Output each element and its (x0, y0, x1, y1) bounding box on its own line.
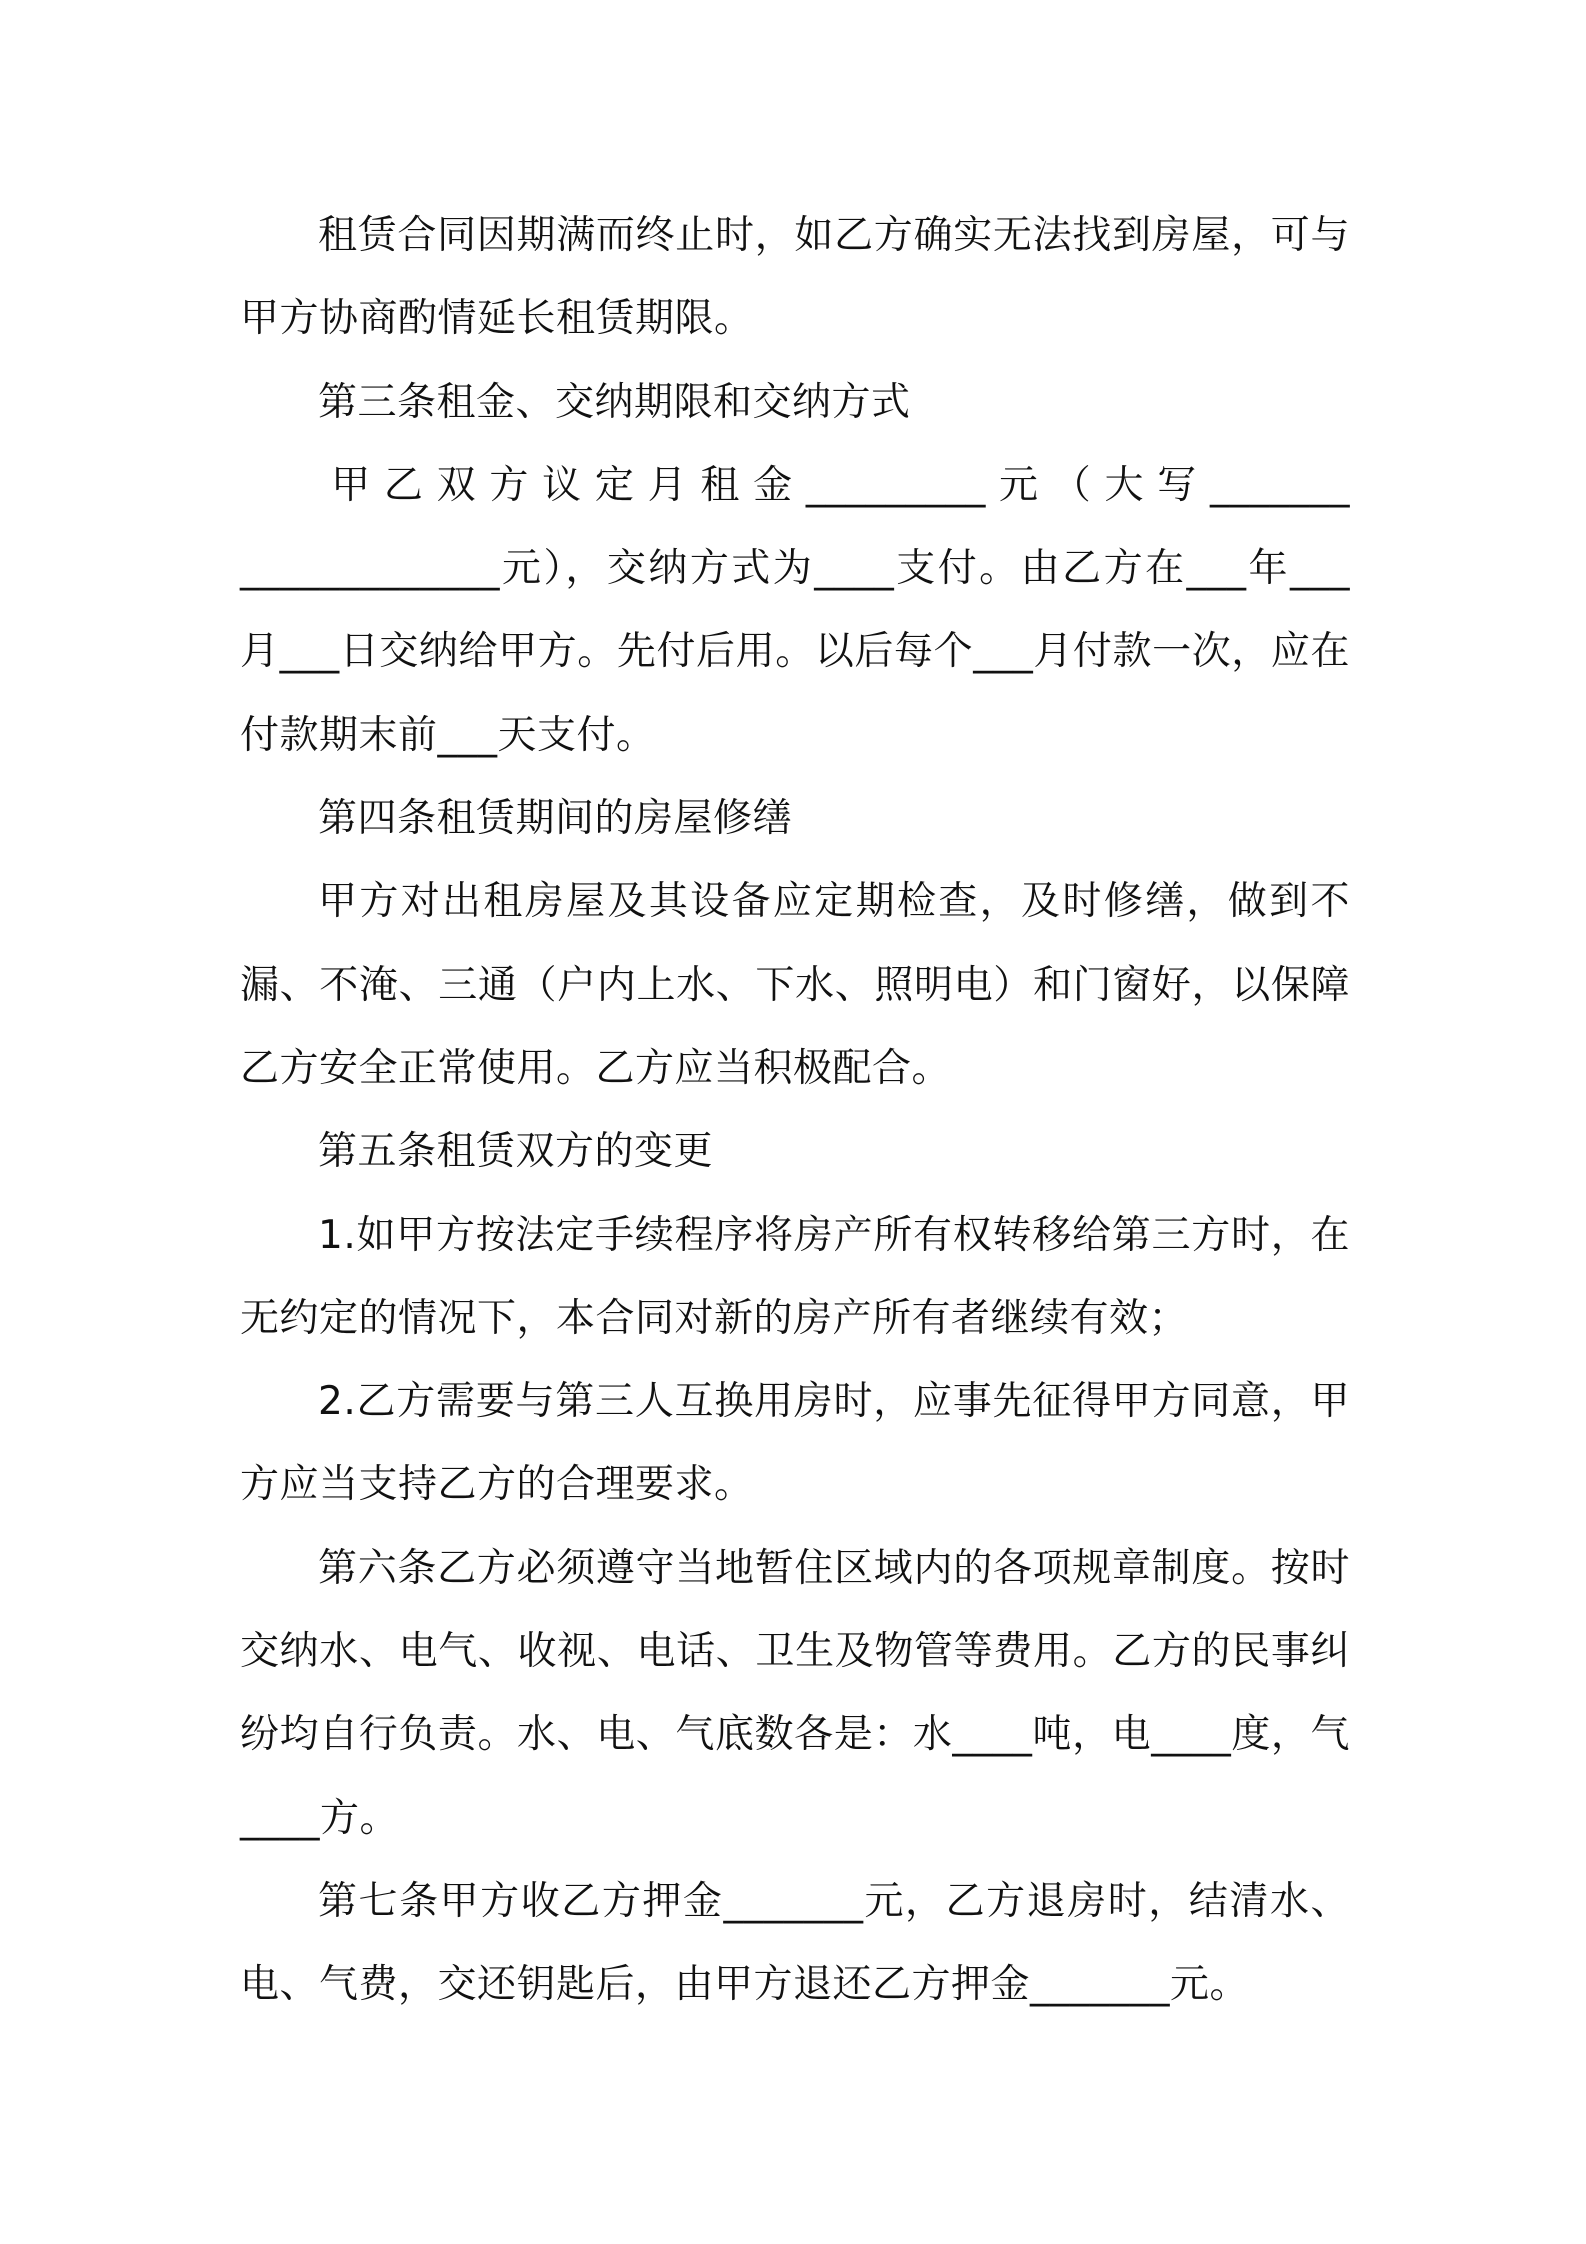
heading-article-3: 第三条租金、交纳期限和交纳方式 (318, 379, 911, 425)
paragraph-lease-extension: 租赁合同因期满而终止时，如乙方确实无法找到房屋，可与甲方协商酌情延长租赁期限。 (240, 213, 1350, 342)
paragraph-rent-terms: 甲 乙 双 方 议 定 月 租 金 _________ 元 （ 大 写 ____________________元），交纳方式为____支付。由乙方在___年___月___日交纳给甲方。先付后用。以后每个___月付款一次，应在付款期末前___天支付。 (240, 462, 1350, 758)
paragraph-change-2: 2.乙方需要与第三人互换用房时，应事先征得甲方同意，甲方应当支持乙方的合理要求。 (240, 1379, 1350, 1508)
paragraph-article-7: 第七条甲方收乙方押金_______元，乙方退房时，结清水、电、气费，交还钥匙后，由甲方退还乙方押金_______元。 (240, 1878, 1350, 2008)
heading-article-4: 第四条租赁期间的房屋修缮 (318, 796, 793, 842)
document-body (240, 194, 1350, 2027)
paragraph-change-1: 1.如甲方按法定手续程序将房产所有权转移给第三方时，在无约定的情况下，本合同对新的房产所有者继续有效； (240, 1212, 1350, 1341)
paragraph-repairs: 甲方对出租房屋及其设备应定期检查，及时修缮，做到不漏、不淹、三通（户内上水、下水、照明电）和门窗好，以保障乙方安全正常使用。乙方应当积极配合。 (240, 879, 1350, 1091)
paragraph-article-6: 第六条乙方必须遵守当地暂住区域内的各项规章制度。按时交纳水、电气、收视、电话、卫生及物管等费用。乙方的民事纠纷均自行负责。水、电、气底数各是：水____吨，电____度，气____方。 (240, 1545, 1350, 1841)
heading-article-5: 第五条租赁双方的变更 (318, 1129, 714, 1175)
